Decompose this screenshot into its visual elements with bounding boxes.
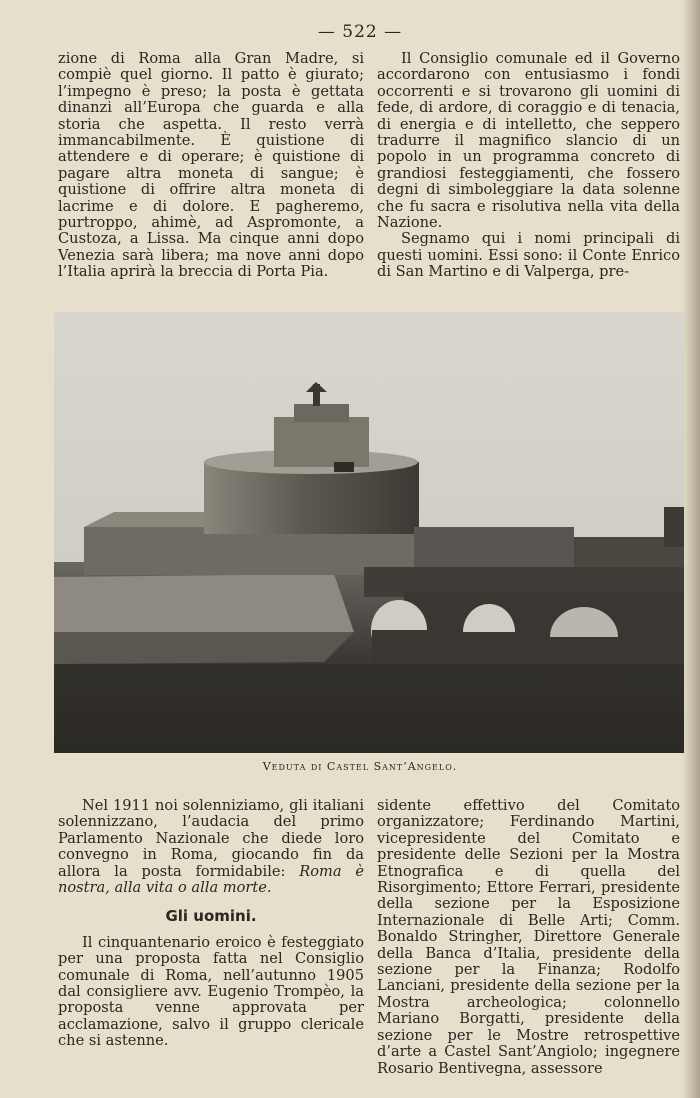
paragraph <box>58 798 364 896</box>
photo-caption: Veduta di Castel Sant’Angelo. <box>262 760 458 773</box>
top-right-column <box>377 51 680 281</box>
paragraph: Il cinquantenario eroico è festeggiato per una proposta fatta nel Consiglio comunale di Roma, nell’autunno 1905 dal consigliere avv. Eugenio Trompèo, la proposta venne approvata per acclamazione, salvo il gruppo clericale che si astenne. <box>58 933 364 1050</box>
paragraph: zione di Roma alla Gran Madre, si compiè quel giorno. Il patto è giurato; l’impegno è preso; la posta è gettata dinanzi all’Europa che guarda e alla storia che aspetta. Il resto verrà immancabilmente. È quistione di attendere e di operare; è quistione di pagare altra moneta di sangue; è quistione di offrire altra moneta di lacrime e di dolore. E pagheremo, purtroppo, ahimè, ad Aspromonte, a Custoza, a Lissa. Ma cinque anni dopo Venezia sarà libera; ma nove anni dopo l’Italia aprirà la breccia di Porta Pia. <box>58 50 364 281</box>
paragraph: sidente effettivo del Comitato organizzatore; Ferdinando Martini, vicepresidente del Comitato e presidente delle Sezioni per la Mostra Etnografica e di quella del Risorgimento; Ettore Ferrari, presidente della sezione per la Esposizione Internazionale di Belle Arti; Comm. Bonaldo Stringher, Direttore Generale della Banca d’Italia, presidente della sezione per la Finanza; Rodolfo Lanciani, presidente della sezione per la Mostra archeologica; colonnello Mariano Borgatti, presidente della sezione per le Mostre retrospettive d’arte a Castel Sant’Angiolo; ingegnere Rosario Bentivegna, assessore <box>377 797 680 1077</box>
bottom-left-column <box>58 798 364 1050</box>
section-heading: Gli uomini. <box>165 907 257 926</box>
paragraph: Il Consiglio comunale ed il Governo accordarono con entusiasmo i fondi occorrenti e si trovarono gli uomini di fede, di ardore, di coraggio e di tenacia, di energia e di intelletto, che seppero tradurre il magnifico slancio di un popolo in un programma concreto di grandiosi festeggiamenti, che fossero degni di simboleggiare la data solenne che fu sacra e risolutiva nella vita della Nazione. <box>377 50 680 232</box>
paragraph-text: Nel 1911 noi solenniziamo, gli italiani solennizzano, l’audacia del primo Parlamento Nazionale che diede loro convegno in Roma, giocando fin da allora la posta formidabile: <box>58 797 364 880</box>
italic-quote: Roma è nostra, alla vita o alla morte. <box>58 862 364 897</box>
top-left-column <box>58 51 364 281</box>
page-number: — 522 — <box>317 22 403 42</box>
castel-sant-angelo-photo <box>54 312 684 753</box>
paragraph: Segnamo qui i nomi principali di questi uomini. Essi sono: il Conte Enrico di San Martino e di Valperga, pre- <box>377 230 680 281</box>
page-edge-shadow <box>682 0 700 1098</box>
bottom-right-column <box>377 798 680 1077</box>
